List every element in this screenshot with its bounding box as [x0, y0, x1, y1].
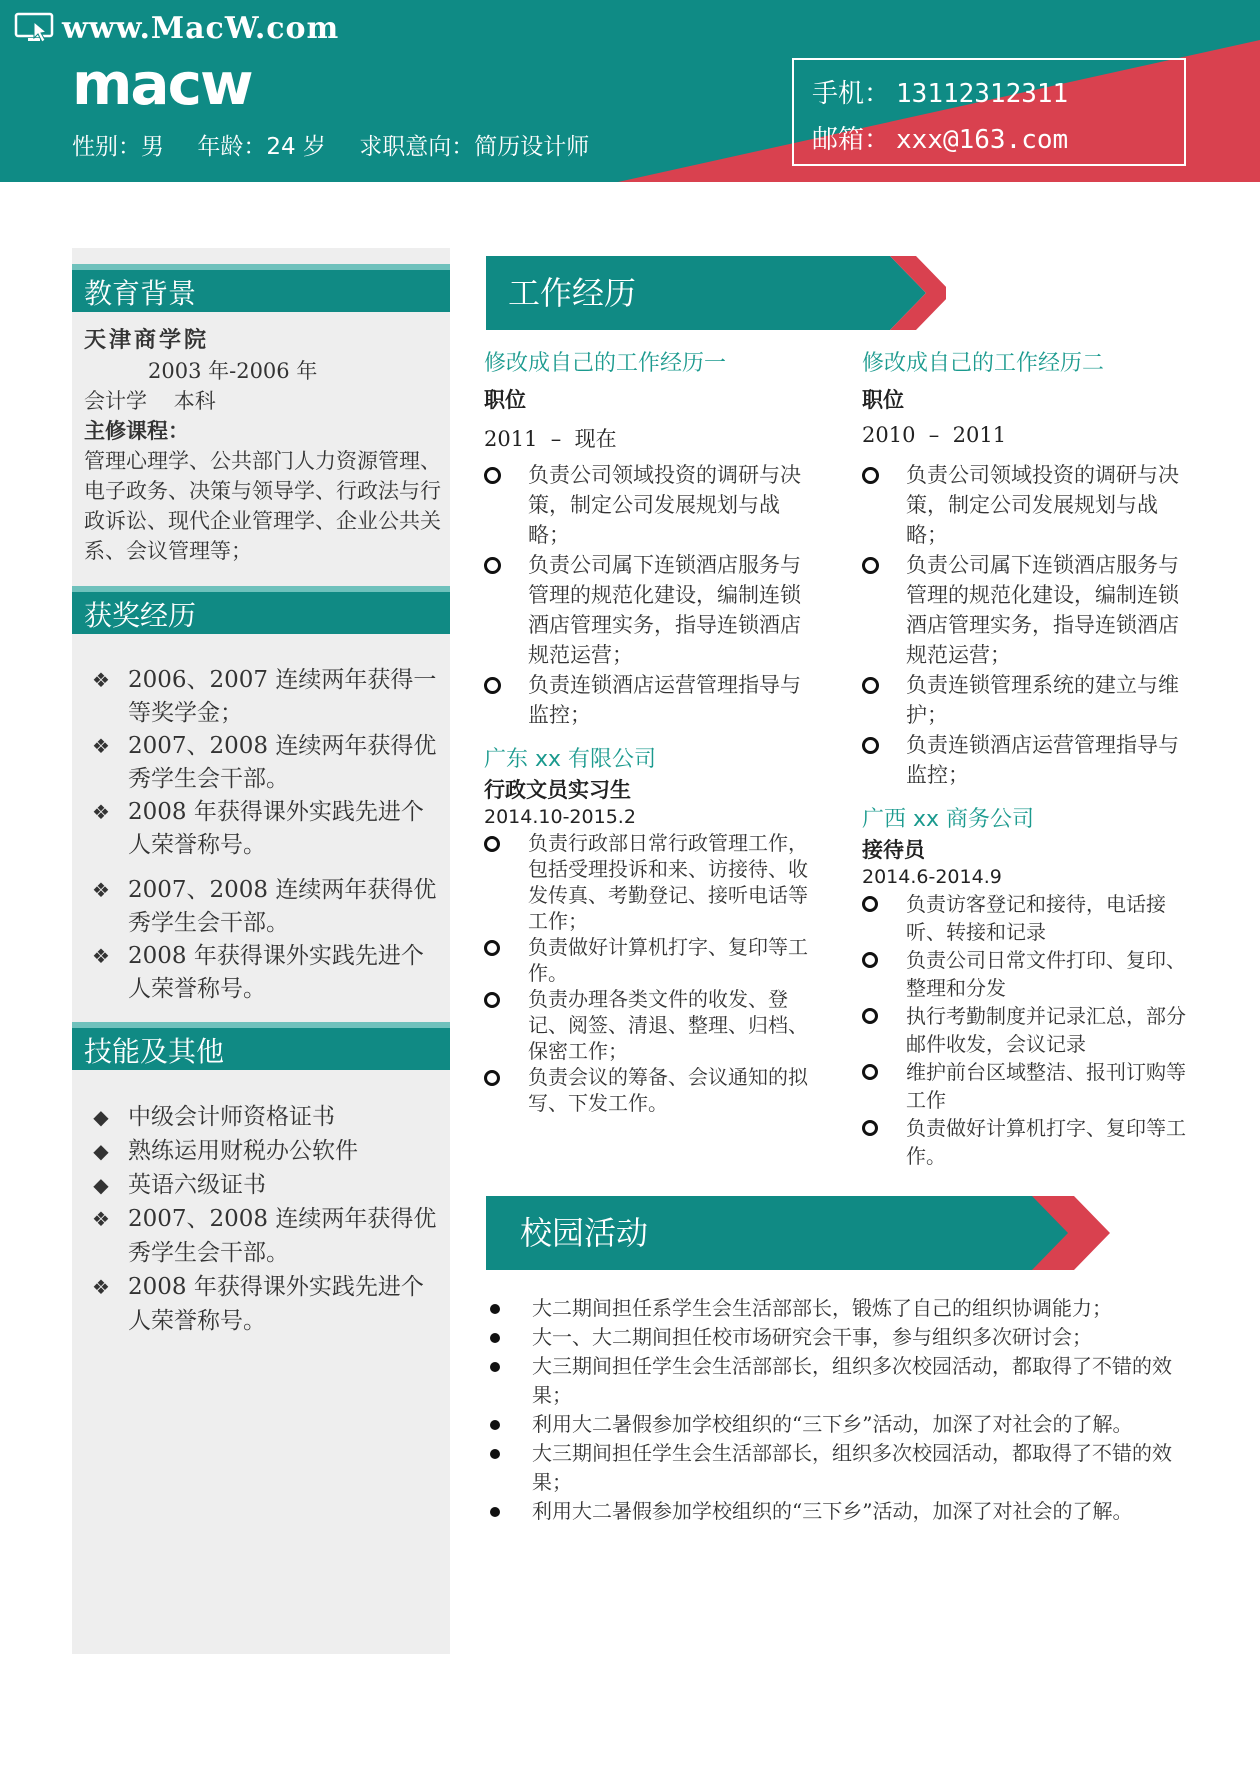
job-intent: 求职意向：简历设计师: [359, 134, 590, 160]
circle-bullet-icon: [484, 1070, 500, 1086]
solid-diamond-bullet-icon: ◆: [93, 1139, 109, 1163]
list-item: 负责会议的筹备、会议通知的拟写、下发工作。: [484, 1064, 814, 1116]
list-item: 负责连锁管理系统的建立与维护；: [862, 670, 1192, 730]
award-item: ❖ 2007、2008 连续两年获得优秀学生会干部。: [84, 874, 444, 940]
courses-label: 主修课程：: [84, 419, 189, 443]
awards-list: [84, 664, 444, 1006]
skills-list: [84, 1100, 444, 1338]
circle-bullet-icon: [484, 557, 501, 574]
circle-bullet-icon: [862, 557, 879, 574]
circle-bullet-icon: [484, 677, 501, 694]
campus-section-title: 校园活动: [520, 1214, 649, 1252]
list-item: 负责公司属下连锁酒店服务与管理的规范化建设，编制连锁酒店管理实务，指导连锁酒店规范运营；: [484, 550, 814, 670]
job4-duties: [862, 890, 1192, 1170]
circle-bullet-icon: [862, 1064, 878, 1080]
gender: 性别：男: [72, 134, 164, 160]
job1-title: 修改成自己的工作经历一: [484, 351, 727, 376]
dot-bullet-icon: [490, 1362, 500, 1372]
list-item: 负责访客登记和接待，电话接听、转接和记录: [862, 890, 1192, 946]
circle-bullet-icon: [862, 952, 878, 968]
watermark-text: www.MacW.com: [62, 10, 340, 46]
campus-activities-list: [486, 1294, 1186, 1526]
job1-position: 职位: [484, 388, 526, 412]
award-item: ❖ 2008 年获得课外实践先进个人荣誉称号。: [84, 796, 444, 862]
job4-title: 广西 xx 商务公司: [862, 807, 1035, 832]
work-section-header: [486, 256, 946, 330]
header-banner: [0, 0, 1260, 182]
skill-item: ❖ 2008 年获得课外实践先进个人荣誉称号。: [84, 1270, 444, 1338]
circle-bullet-icon: [862, 1008, 878, 1024]
award-item: ❖ 2008 年获得课外实践先进个人荣誉称号。: [84, 940, 444, 1006]
circle-bullet-icon: [484, 940, 500, 956]
job3-period: 2014.10-2015.2: [484, 806, 636, 828]
courses-text: 管理心理学、公共部门人力资源管理、电子政务、决策与领导学、行政法与行政诉讼、现代企业管理学、企业公共关系、会议管理等；: [84, 449, 441, 563]
job4-position: 接待员: [862, 838, 925, 862]
dot-bullet-icon: [490, 1304, 500, 1314]
award-item: ❖ 2006、2007 连续两年获得一等奖学金；: [84, 664, 444, 730]
list-item: 负责做好计算机打字、复印等工作。: [862, 1114, 1192, 1170]
skill-item: ◆ 中级会计师资格证书: [84, 1100, 444, 1134]
awards-heading: 获奖经历: [72, 586, 450, 634]
watermark: [14, 8, 339, 48]
dot-bullet-icon: [490, 1507, 500, 1517]
education-period: 2003 年-2006 年: [148, 359, 318, 383]
phone-label: 手机：: [812, 79, 891, 109]
list-item: 负责办理各类文件的收发、登记、阅签、清退、整理、归档、保密工作；: [484, 986, 814, 1064]
award-item: ❖ 2007、2008 连续两年获得优秀学生会干部。: [84, 730, 444, 796]
list-item: 负责公司属下连锁酒店服务与管理的规范化建设，编制连锁酒店管理实务，指导连锁酒店规范运营；: [862, 550, 1192, 670]
circle-bullet-icon: [484, 836, 500, 852]
list-item: 执行考勤制度并记录汇总，部分邮件收发，会议记录: [862, 1002, 1192, 1058]
circle-bullet-icon: [862, 896, 878, 912]
diamond-bullet-icon: ❖: [92, 668, 110, 692]
diamond-bullet-icon: ❖: [92, 734, 110, 758]
list-item: 负责做好计算机打字、复印等工作。: [484, 934, 814, 986]
solid-diamond-bullet-icon: ◆: [93, 1105, 109, 1129]
email-value: xxx@163.com: [896, 125, 1069, 155]
age: 年龄：24 岁: [197, 134, 326, 160]
job1-duties: [484, 460, 814, 730]
circle-bullet-icon: [862, 1120, 878, 1136]
skill-item: ❖ 2007、2008 连续两年获得优秀学生会干部。: [84, 1202, 444, 1270]
candidate-name: macw: [72, 50, 252, 118]
diamond-bullet-icon: ❖: [92, 1275, 110, 1299]
circle-bullet-icon: [484, 992, 500, 1008]
circle-bullet-icon: [862, 467, 879, 484]
list-item: 维护前台区域整洁、报刊订购等工作: [862, 1058, 1192, 1114]
job3-position: 行政文员实习生: [484, 778, 631, 802]
education-major: 会计学 本科: [84, 389, 216, 413]
list-item: 负责公司日常文件打印、复印、整理和分发: [862, 946, 1192, 1002]
list-item: 负责连锁酒店运营管理指导与监控；: [862, 730, 1192, 790]
list-item: 大三期间担任学生会生活部部长，组织多次校园活动，都取得了不错的效果；: [486, 1439, 1186, 1497]
job3-title: 广东 xx 有限公司: [484, 747, 657, 772]
contact-box: [792, 58, 1186, 166]
diamond-bullet-icon: ❖: [92, 800, 110, 824]
job2-period: 2010 – 2011: [862, 423, 1007, 447]
skill-item: ◆ 英语六级证书: [84, 1168, 444, 1202]
list-item: 大一、大二期间担任校市场研究会干事，参与组织多次研讨会；: [486, 1323, 1186, 1352]
campus-section-header: [486, 1196, 1112, 1270]
phone-row: [812, 74, 1184, 120]
circle-bullet-icon: [484, 467, 501, 484]
list-item: 利用大二暑假参加学校组织的“三下乡”活动，加深了对社会的了解。: [486, 1410, 1186, 1439]
phone-value: 13112312311: [896, 79, 1069, 109]
diamond-bullet-icon: ❖: [92, 944, 110, 968]
left-sidebar: [72, 248, 450, 1654]
list-item: 负责连锁酒店运营管理指导与监控；: [484, 670, 814, 730]
email-row: [812, 120, 1184, 166]
list-item: 大三期间担任学生会生活部部长，组织多次校园活动，都取得了不错的效果；: [486, 1352, 1186, 1410]
education-body: [84, 326, 444, 566]
list-item: 负责公司领域投资的调研与决策，制定公司发展规划与战略；: [862, 460, 1192, 550]
list-item: 负责公司领域投资的调研与决策，制定公司发展规划与战略；: [484, 460, 814, 550]
list-item: 负责行政部日常行政管理工作，包括受理投诉和来、访接待、收发传真、考勤登记、接听电话等工作；: [484, 830, 814, 934]
dot-bullet-icon: [490, 1449, 500, 1459]
diamond-bullet-icon: ❖: [92, 1207, 110, 1231]
dot-bullet-icon: [490, 1420, 500, 1430]
job2-title: 修改成自己的工作经历二: [862, 351, 1105, 376]
diamond-bullet-icon: ❖: [92, 878, 110, 902]
job2-position: 职位: [862, 388, 904, 412]
education-heading: 教育背景: [72, 264, 450, 312]
email-label: 邮箱：: [812, 125, 891, 155]
job2-duties: [862, 460, 1192, 790]
monitor-cursor-icon: [14, 12, 54, 44]
work-section-title: 工作经历: [508, 274, 637, 312]
solid-diamond-bullet-icon: ◆: [93, 1173, 109, 1197]
basic-info: [72, 128, 615, 161]
dot-bullet-icon: [490, 1333, 500, 1343]
school-name: 天津商学院: [84, 328, 210, 353]
skill-item: ◆ 熟练运用财税办公软件: [84, 1134, 444, 1168]
skills-heading: 技能及其他: [72, 1022, 450, 1070]
job3-duties: [484, 830, 814, 1116]
list-item: 利用大二暑假参加学校组织的“三下乡”活动，加深了对社会的了解。: [486, 1497, 1186, 1526]
job4-period: 2014.6-2014.9: [862, 866, 1002, 888]
circle-bullet-icon: [862, 737, 879, 754]
list-item: 大二期间担任系学生会生活部部长，锻炼了自己的组织协调能力；: [486, 1294, 1186, 1323]
circle-bullet-icon: [862, 677, 879, 694]
job1-period: 2011 – 现在: [484, 427, 617, 451]
